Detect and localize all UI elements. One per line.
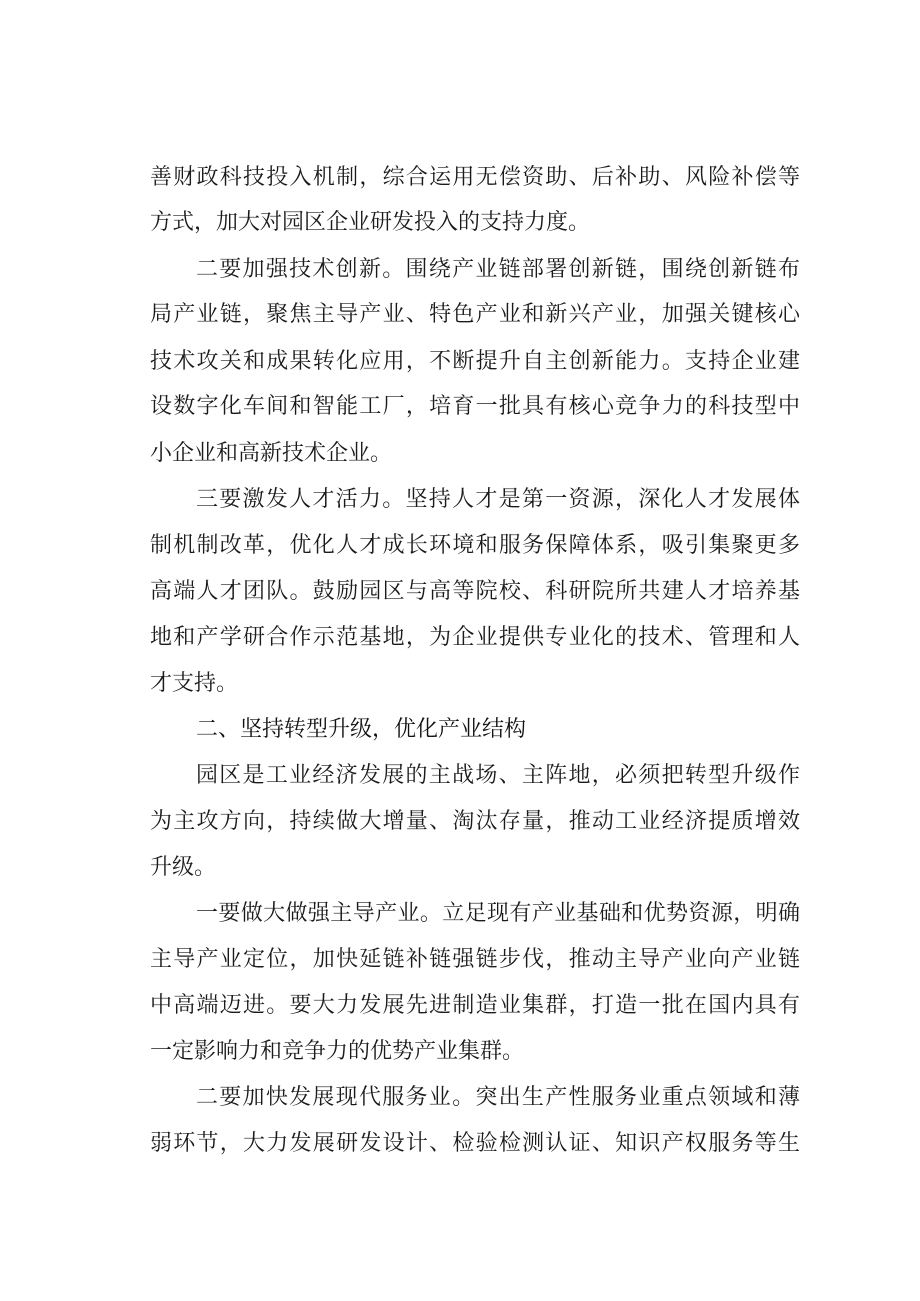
- paragraph-line: 地和产学研合作示范基地，为企业提供专业化的技术、管理和人: [150, 625, 800, 650]
- paragraph-line: 弱环节，大力发展研发设计、检验检测认证、知识产权服务等生: [150, 1131, 800, 1156]
- paragraph-line: 中高端迈进。要大力发展先进制造业集群，打造一批在国内具有: [150, 993, 800, 1018]
- paragraph-line: 二要加强技术创新。围绕产业链部署创新链，围绕创新链布: [196, 257, 800, 282]
- paragraph-line: 善财政科技投入机制，综合运用无偿资助、后补助、风险补偿等: [150, 165, 800, 190]
- paragraph-line: 园区是工业经济发展的主战场、主阵地，必须把转型升级作: [196, 763, 800, 788]
- paragraph-line: 局产业链，聚焦主导产业、特色产业和新兴产业，加强关键核心: [150, 302, 800, 327]
- paragraph-line: 技术攻关和成果转化应用，不断提升自主创新能力。支持企业建: [150, 349, 800, 374]
- paragraph-line: 一定影响力和竞争力的优势产业集群。: [150, 1039, 525, 1064]
- paragraph-line: 为主攻方向，持续做大增量、淘汰存量，推动工业经济提质增效: [150, 809, 800, 834]
- paragraph-line: 升级。: [150, 855, 217, 880]
- paragraph-line: 设数字化车间和智能工厂，培育一批具有核心竞争力的科技型中: [150, 394, 800, 419]
- paragraph-line: 主导产业定位，加快延链补链强链步伐，推动主导产业向产业链: [150, 947, 800, 972]
- paragraph-line: 二要加快发展现代服务业。突出生产性服务业重点领域和薄: [196, 1085, 800, 1110]
- paragraph-line: 制机制改革，优化人才成长环境和服务保障体系，吸引集聚更多: [150, 533, 800, 558]
- paragraph-line: 三要激发人才活力。坚持人才是第一资源，深化人才发展体: [196, 487, 800, 512]
- paragraph-line: 高端人才团队。鼓励园区与高等院校、科研院所共建人才培养基: [150, 579, 800, 604]
- paragraph-line: 方式，加大对园区企业研发投入的支持力度。: [150, 210, 591, 235]
- paragraph-line: 小企业和高新技术企业。: [150, 441, 393, 466]
- paragraph-line: 一要做大做强主导产业。立足现有产业基础和优势资源，明确: [196, 901, 800, 926]
- paragraph-line: 才支持。: [150, 671, 239, 696]
- section-heading: 二、坚持转型升级，优化产业结构: [196, 717, 527, 742]
